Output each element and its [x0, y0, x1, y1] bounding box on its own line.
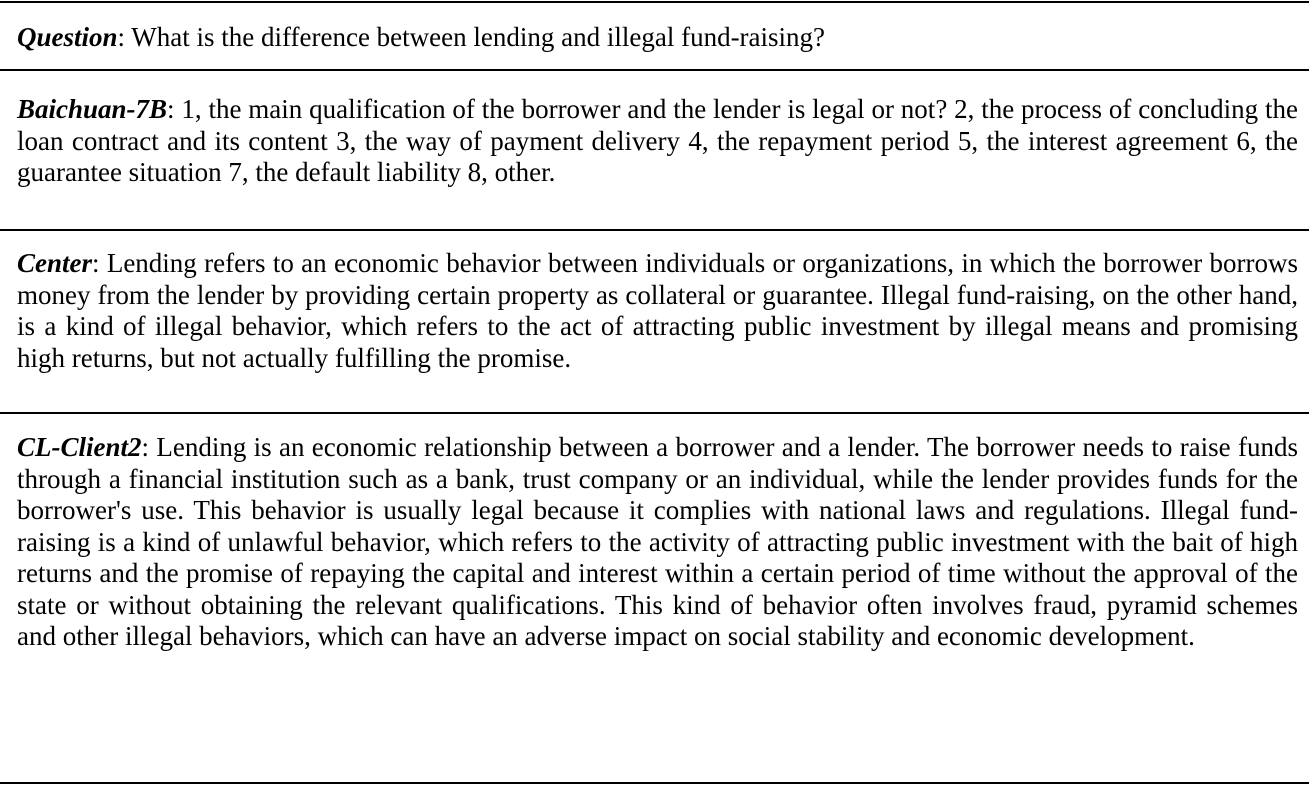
question-row	[17, 22, 1298, 54]
table-top-rule	[0, 1, 1309, 3]
table-bottom-rule	[0, 782, 1309, 784]
center-text: : Lending refers to an economic behavior between individuals or organizations, in which the borrower borrows money from the lender by providing certain property as collateral or guarantee. Illegal fund-raising, on the other hand, is a kind of illegal behavior, which refers to the act of attracting public investment by illegal means and promising high returns, but not actually fulfilling the promise.	[17, 248, 1298, 373]
question-label: Question	[17, 22, 118, 52]
center-label: Center	[17, 248, 93, 278]
baichuan-label: Baichuan-7B	[17, 94, 168, 124]
row-divider	[0, 412, 1309, 414]
baichuan-row	[17, 94, 1298, 189]
cl-client2-label: CL-Client2	[17, 432, 142, 462]
row-divider	[0, 69, 1309, 71]
cl-client2-row	[17, 432, 1298, 653]
cl-client2-text: : Lending is an economic relationship between a borrower and a lender. The borrower needs to raise funds through a financial institution such as a bank, trust company or an individual, while the lender provides funds for the borrower's use. This behavior is usually legal because it complies with national laws and regulations. Illegal fund-raising is a kind of unlawful behavior, which refers to the activity of attracting public investment with the bait of high returns and the promise of repaying the capital and interest within a certain period of time without the approval of the state or without obtaining the relevant qualifications. This kind of behavior often involves fraud, pyramid schemes and other illegal behaviors, which can have an adverse impact on social stability and economic development.	[17, 432, 1298, 651]
question-text: : What is the difference between lending and illegal fund-raising?	[117, 22, 826, 52]
row-divider	[0, 229, 1309, 231]
center-row	[17, 248, 1298, 374]
baichuan-text: : 1, the main qualification of the borrower and the lender is legal or not? 2, the process of concluding the loan contract and its content 3, the way of payment delivery 4, the repayment period 5, the interest agreement 6, the guarantee situation 7, the default liability 8, other.	[17, 94, 1298, 187]
